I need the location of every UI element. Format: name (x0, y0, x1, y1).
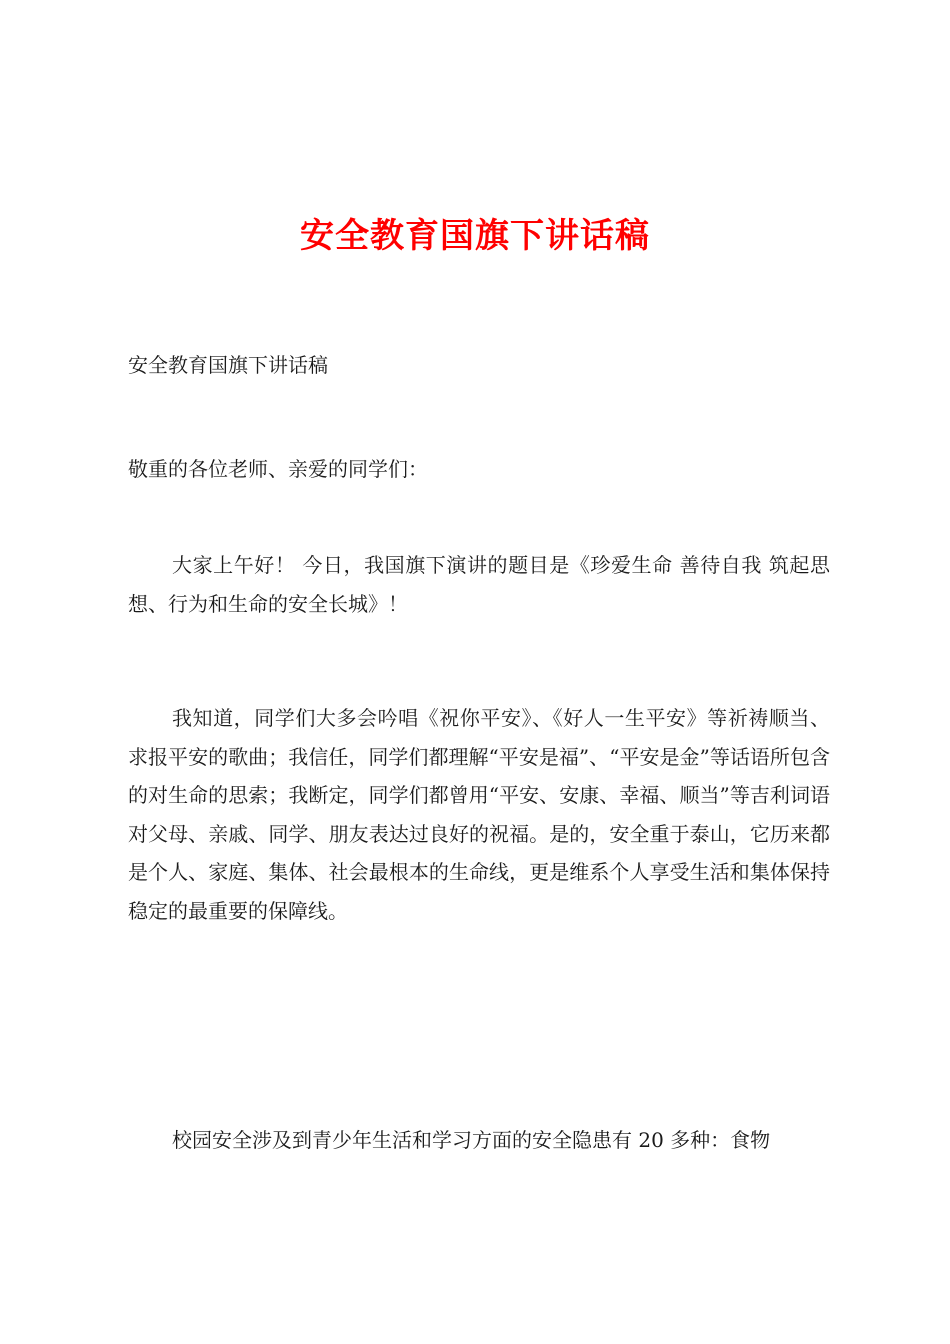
paragraph-campus-safety: 校园安全涉及到青少年生活和学习方面的安全隐患有 20 多种：食物 (172, 1128, 771, 1152)
greeting-line: 敬重的各位老师、亲爱的同学们： (128, 457, 428, 481)
document-subtitle: 安全教育国旗下讲话稿 (128, 353, 328, 377)
paragraph-opening: 大家上午好！ 今日，我国旗下演讲的题目是《珍爱生命 善待自我 筑起思想、行为和生命的安全长城》！ (128, 553, 830, 616)
document-title: 安全教育国旗下讲话稿 (300, 216, 650, 256)
paragraph-blessings: 我知道，同学们大多会吟唱《祝你平安》、《好人一生平安》等祈祷顺当、求报平安的歌曲；我信任，同学们都理解“平安是福”、“平安是金”等话语所包含的对生命的思索；我断定，同学们都曾用“平安、安康、幸福、顺当”等吉利词语对父母、亲戚、同学、朋友表达过良好的祝福。是的，安全重于泰山，它历来都是个人、家庭、集体、社会最根本的生命线，更是维系个人享受生活和集体保持稳定的最重要的保障线。 (128, 706, 830, 923)
